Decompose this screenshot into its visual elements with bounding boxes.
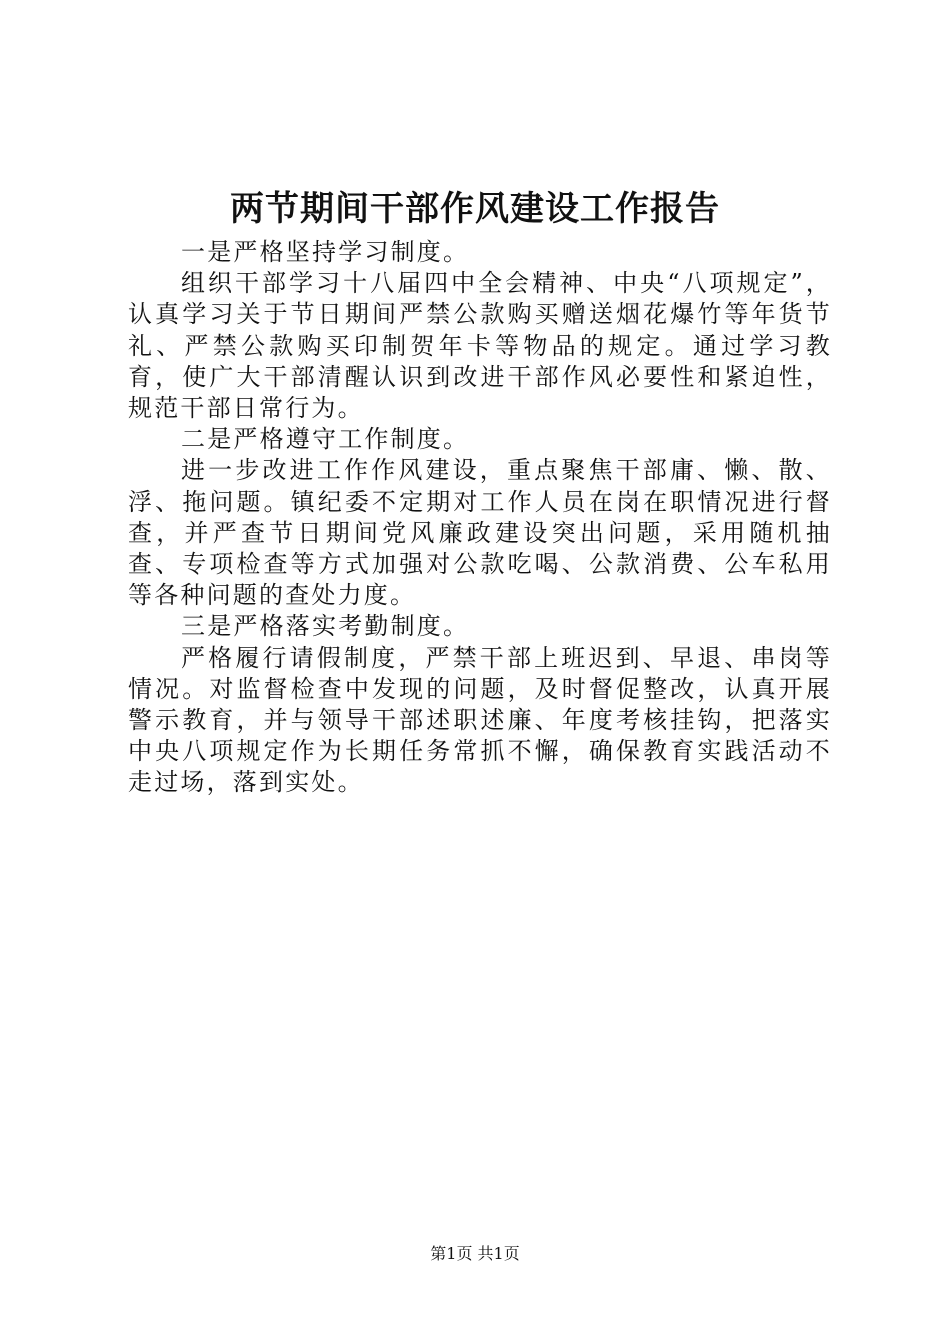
page-number-footer: 第1页 共1页 — [430, 1244, 520, 1263]
paragraph-attendance: 严格履行请假制度，严禁干部上班迟到、早退、串岗等情况。对监督检查中发现的问题，及时督促整改，认真开展警示教育，并与领导干部述职述廉、年度考核挂钩，把落实中央八项规定作为长期任务常抓不懈，确保教育实践活动不走过场，落到实处。 — [128, 643, 832, 797]
document-title: 两节期间干部作风建设工作报告 — [230, 189, 720, 229]
document-body — [128, 237, 832, 799]
section-heading-work: 二是严格遵守工作制度。 — [181, 425, 470, 454]
section-heading-attendance: 三是严格落实考勤制度。 — [181, 612, 470, 641]
paragraph-study: 组织干部学习十八届四中全会精神、中央“八项规定”，认真学习关于节日期间严禁公款购买赠送烟花爆竹等年货节礼、严禁公款购买印制贺年卡等物品的规定。通过学习教育，使广大干部清醒认识到改进干部作风必要性和紧迫性，规范干部日常行为。 — [128, 269, 832, 423]
paragraph-work: 进一步改进工作作风建设，重点聚焦干部庸、懒、散、浮、拖问题。镇纪委不定期对工作人员在岗在职情况进行督查，并严查节日期间党风廉政建设突出问题，采用随机抽查、专项检查等方式加强对公款吃喝、公款消费、公车私用等各种问题的查处力度。 — [128, 456, 832, 610]
section-heading-study: 一是严格坚持学习制度。 — [181, 238, 470, 266]
